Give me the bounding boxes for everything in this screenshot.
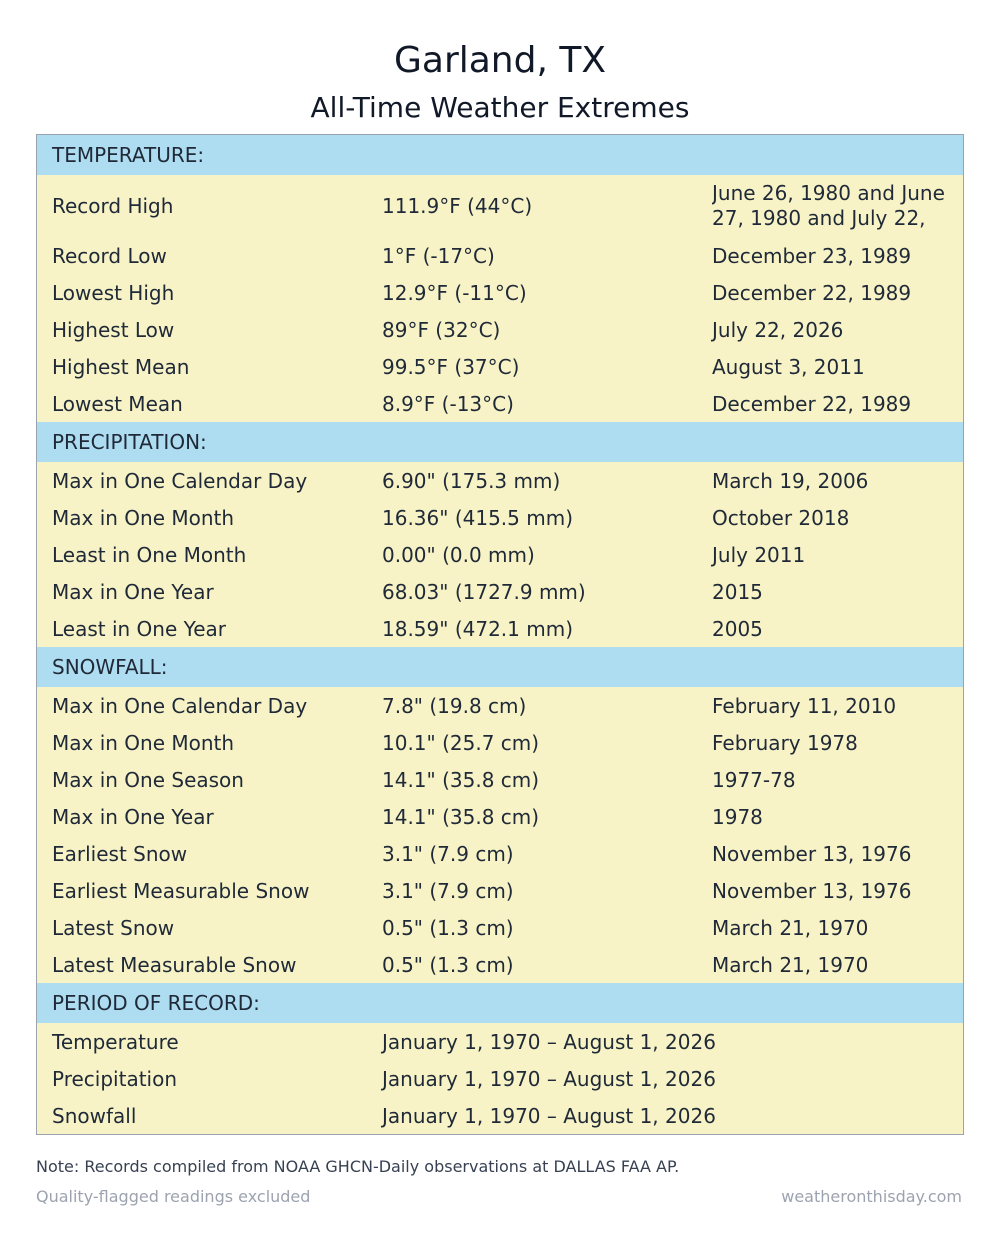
row-label: Temperature	[52, 1029, 179, 1054]
table-row	[37, 724, 963, 761]
row-label: Max in One Month	[52, 730, 235, 755]
row-date: December 22, 1989	[712, 391, 912, 416]
table-row	[37, 462, 963, 499]
row-date: November 13, 1976	[712, 878, 912, 903]
table-row	[37, 385, 963, 422]
row-date: March 21, 1970	[712, 952, 869, 977]
row-value: 111.9°F (44°C)	[382, 194, 533, 218]
row-label: Snowfall	[52, 1103, 137, 1128]
table-row	[37, 499, 963, 536]
row-label: Record Low	[52, 243, 167, 268]
row-label: Least in One Year	[52, 616, 226, 641]
row-label: Earliest Measurable Snow	[52, 878, 310, 903]
table-row	[37, 761, 963, 798]
row-date: 2005	[712, 616, 763, 641]
row-value: 6.90" (175.3 mm)	[382, 468, 561, 493]
row-label: Record High	[52, 194, 174, 218]
table-row	[37, 1023, 963, 1060]
table-row	[37, 872, 963, 909]
row-value: January 1, 1970 – August 1, 2026	[382, 1029, 716, 1054]
page-subtitle: All-Time Weather Extremes	[310, 91, 690, 124]
section-header-snowfall: SNOWFALL:	[37, 647, 963, 687]
table-row	[37, 610, 963, 647]
row-label: Lowest High	[52, 280, 175, 305]
extremes-table	[36, 134, 964, 1135]
footnote: Note: Records compiled from NOAA GHCN-Daily observations at DALLAS FAA AP.	[36, 1157, 680, 1176]
footer-source: weatheronthisday.com	[781, 1187, 962, 1206]
table-row	[37, 536, 963, 573]
row-label: Earliest Snow	[52, 841, 188, 866]
row-label: Max in One Season	[52, 767, 244, 792]
row-value: 12.9°F (-11°C)	[382, 280, 527, 305]
row-date: July 2011	[712, 542, 806, 567]
row-value: January 1, 1970 – August 1, 2026	[382, 1066, 716, 1091]
table-row	[37, 1060, 963, 1097]
row-date: February 11, 2010	[712, 693, 897, 718]
row-date: 1977-78	[712, 767, 796, 792]
row-date: October 2018	[712, 505, 850, 530]
row-value: 89°F (32°C)	[382, 317, 501, 342]
row-label: Max in One Month	[52, 505, 235, 530]
table-row	[37, 348, 963, 385]
row-date: February 1978	[712, 730, 858, 755]
row-value: 14.1" (35.8 cm)	[382, 767, 540, 792]
table-row	[37, 798, 963, 835]
row-value: 99.5°F (37°C)	[382, 354, 520, 379]
row-label: Max in One Year	[52, 804, 214, 829]
page-title: Garland, TX	[393, 40, 607, 81]
row-label: Precipitation	[52, 1066, 178, 1091]
row-date: July 22, 2026	[712, 317, 844, 342]
row-date: December 23, 1989	[712, 243, 912, 268]
table-row	[37, 909, 963, 946]
row-label: Latest Snow	[52, 915, 175, 940]
row-label: Lowest Mean	[52, 391, 183, 416]
section-header-precipitation: PRECIPITATION:	[37, 422, 963, 462]
table-row	[37, 687, 963, 724]
row-value: January 1, 1970 – August 1, 2026	[382, 1103, 716, 1128]
row-value: 0.00" (0.0 mm)	[382, 542, 535, 567]
section-header-period-of-record: PERIOD OF RECORD:	[37, 983, 963, 1023]
row-date: 1978	[712, 804, 763, 829]
table-row	[37, 311, 963, 348]
row-value: 0.5" (1.3 cm)	[382, 952, 514, 977]
row-value: 3.1" (7.9 cm)	[382, 841, 514, 866]
table-row	[37, 835, 963, 872]
footer-caption: Quality-flagged readings excluded	[36, 1187, 311, 1206]
row-date: August 3, 2011	[712, 354, 865, 379]
table-row	[37, 573, 963, 610]
row-label: Max in One Calendar Day	[52, 468, 308, 493]
row-label: Latest Measurable Snow	[52, 952, 297, 977]
row-date: June 26, 1980 and June 27, 1980 and July 22,	[712, 181, 945, 230]
table-row	[37, 946, 963, 983]
table-row	[37, 274, 963, 311]
row-label: Max in One Year	[52, 579, 214, 604]
row-label: Highest Low	[52, 317, 175, 342]
row-date: March 19, 2006	[712, 468, 869, 493]
section-header-temperature: TEMPERATURE:	[37, 135, 963, 175]
row-value: 68.03" (1727.9 mm)	[382, 579, 586, 604]
row-value: 7.8" (19.8 cm)	[382, 693, 527, 718]
row-value: 3.1" (7.9 cm)	[382, 878, 514, 903]
row-value: 1°F (-17°C)	[382, 243, 495, 268]
row-date: December 22, 1989	[712, 280, 912, 305]
row-label: Highest Mean	[52, 354, 190, 379]
row-value: 0.5" (1.3 cm)	[382, 915, 514, 940]
row-value: 18.59" (472.1 mm)	[382, 616, 573, 641]
row-value: 10.1" (25.7 cm)	[382, 730, 540, 755]
table-row	[37, 1097, 963, 1134]
row-value: 14.1" (35.8 cm)	[382, 804, 540, 829]
row-value: 16.36" (415.5 mm)	[382, 505, 573, 530]
row-value: 8.9°F (-13°C)	[382, 391, 514, 416]
row-date: March 21, 1970	[712, 915, 869, 940]
row-label: Max in One Calendar Day	[52, 693, 308, 718]
row-date: November 13, 1976	[712, 841, 912, 866]
table-row	[37, 175, 963, 237]
row-label: Least in One Month	[52, 542, 247, 567]
row-date: 2015	[712, 579, 763, 604]
table-row	[37, 237, 963, 274]
